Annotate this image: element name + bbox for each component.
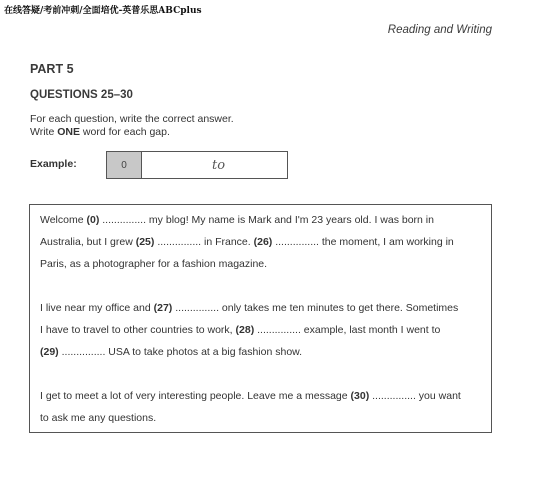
instruction-line-2: [30, 126, 170, 138]
passage-text: ............... only takes me ten minutes to get there. Sometimes: [172, 302, 459, 314]
passage-text: I have to travel to other countries to work,: [40, 324, 236, 336]
questions-title: QUESTIONS 25–30: [30, 89, 133, 101]
gap-number-26: (26): [253, 236, 273, 248]
gap-number-27: (27): [153, 302, 173, 314]
passage-paragraph-3: [40, 385, 480, 429]
gap-number-29: (29): [40, 346, 59, 358]
passage-line: [40, 297, 480, 319]
gap-number-28: (28): [235, 324, 255, 336]
instruction-text: Write: [30, 126, 58, 138]
passage-line: [40, 319, 480, 341]
passage-text: Welcome: [40, 214, 87, 226]
example-number: 0: [107, 152, 142, 178]
passage-text: I get to meet a lot of very interesting people. Leave me a message: [40, 390, 351, 402]
gap-number-30: (30): [350, 390, 370, 402]
passage-text: ............... my blog! My name is Mark and I'm 23 years old. I was born in: [99, 214, 434, 226]
passage-line: to ask me any questions.: [40, 412, 157, 424]
section-header: Reading and Writing: [387, 24, 492, 36]
example-label: Example:: [30, 158, 77, 170]
passage-text: Australia, but I grew: [40, 236, 136, 248]
passage-text: I live near my office and: [40, 302, 154, 314]
instruction-text: word for each gap.: [80, 126, 170, 138]
passage-line: [40, 209, 480, 231]
passage-box: [29, 204, 492, 433]
passage-paragraph-2: [40, 297, 480, 363]
example-answer: to: [211, 157, 226, 173]
passage-text: ............... example, last month I went to: [254, 324, 441, 336]
passage-text: ............... USA to take photos at a big fashion show.: [58, 346, 303, 358]
passage-line: [40, 231, 480, 253]
example-answer-box: [106, 151, 288, 179]
passage-text: ............... the moment, I am working in: [272, 236, 454, 248]
part-title: PART 5: [30, 62, 74, 76]
passage-paragraph-1: [40, 209, 480, 275]
passage-line: Paris, as a photographer for a fashion magazine.: [40, 258, 268, 270]
watermark-text: 在线答疑/考前冲刺/全面培优-英普乐思ABCplus: [4, 6, 202, 16]
passage-line: [40, 341, 480, 363]
instruction-line-1: For each question, write the correct answer.: [30, 113, 234, 125]
passage-line: [40, 385, 480, 407]
gap-number-25: (25): [135, 236, 155, 248]
passage-text: ............... in France.: [154, 236, 254, 248]
instruction-emphasis: ONE: [57, 126, 80, 138]
gap-number-0: (0): [86, 214, 100, 226]
passage-text: ............... you want: [369, 390, 461, 402]
